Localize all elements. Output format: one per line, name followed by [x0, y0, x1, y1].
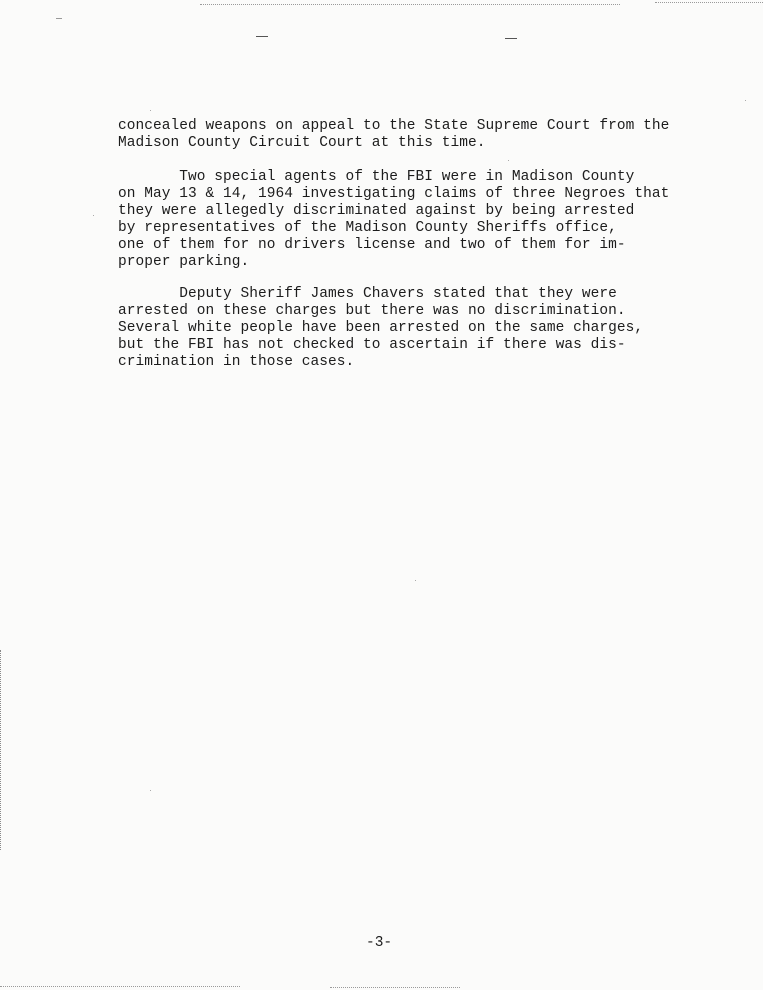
left-scan-edge [0, 650, 2, 850]
text-line: but the FBI has not checked to ascertain if there was dis- [118, 337, 626, 353]
page-number: -3- [366, 935, 393, 951]
scan-speck [150, 110, 151, 111]
text-line: proper parking. [118, 254, 250, 270]
paragraph [118, 286, 643, 371]
text-line: Madison County Circuit Court at this time. [118, 135, 486, 151]
scan-speck [93, 215, 94, 216]
paragraph [118, 118, 669, 152]
top-scan-rule [200, 4, 620, 5]
text-line: crimination in those cases. [118, 354, 355, 370]
top-mark-left [256, 36, 268, 37]
bottom-right-scan-rule [330, 987, 460, 988]
scan-speck [508, 160, 509, 161]
text-line: concealed weapons on appeal to the State Supreme Court from the [118, 118, 670, 134]
top-mark-right [505, 38, 517, 39]
scan-speck [150, 790, 151, 791]
bottom-scan-rule [0, 986, 240, 987]
text-line: Deputy Sheriff James Chavers stated that they were [118, 286, 617, 302]
scan-speck [745, 100, 746, 101]
text-line: Two special agents of the FBI were in Madison County [118, 169, 635, 185]
left-margin-mark [56, 18, 62, 19]
top-right-scan-rule [655, 2, 763, 3]
paragraph [118, 169, 669, 271]
text-line: arrested on these charges but there was no discrimination. [118, 303, 626, 319]
text-line: they were allegedly discriminated against by being arrested [118, 203, 635, 219]
scan-speck [415, 580, 416, 581]
text-line: Several white people have been arrested on the same charges, [118, 320, 644, 336]
text-line: one of them for no drivers license and two of them for im- [118, 237, 626, 253]
text-line: on May 13 & 14, 1964 investigating claims of three Negroes that [118, 186, 670, 202]
text-line: by representatives of the Madison County Sheriffs office, [118, 220, 617, 236]
